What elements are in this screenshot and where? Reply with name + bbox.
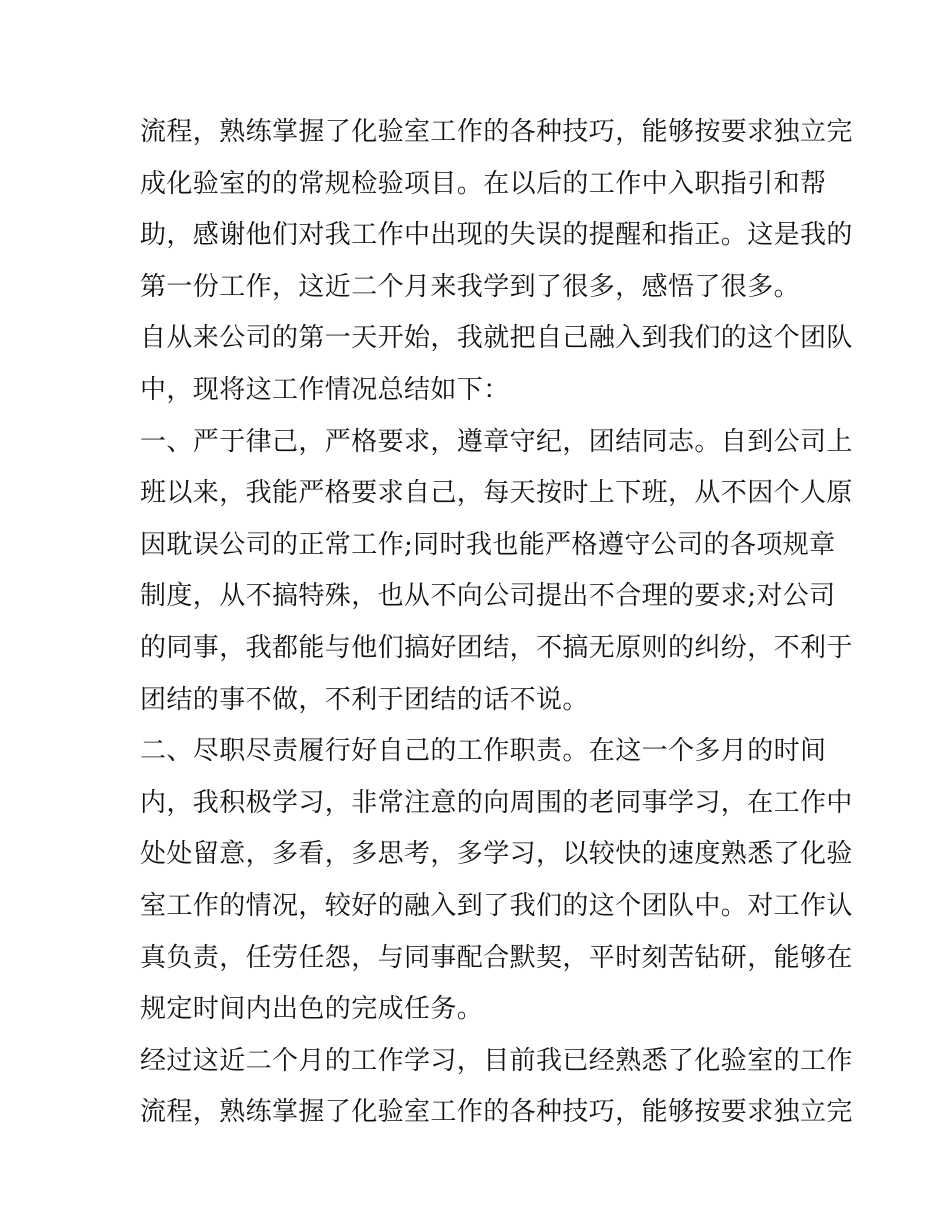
text-line: 室工作的情况，较好的融入到了我们的这个团队中。对工作认 — [140, 890, 853, 921]
text-line: 助，感谢他们对我工作中出现的失误的提醒和指正。这是我的 — [140, 220, 853, 251]
text-line: 规定时间内出色的完成任务。 — [140, 994, 484, 1025]
text-line: 团结的事不做，不利于团结的话不说。 — [140, 684, 589, 715]
text-line: 制度，从不搞特殊，也从不向公司提出不合理的要求;对公司 — [140, 581, 836, 612]
text-line: 成化验室的的常规检验项目。在以后的工作中入职指引和帮 — [140, 168, 827, 199]
text-line: 流程，熟练掌握了化验室工作的各种技巧，能够按要求独立完 — [140, 117, 853, 147]
text-line: 自从来公司的第一天开始，我就把自己融入到我们的这个团队 — [140, 323, 853, 354]
text-line: 一、严于律己，严格要求，遵章守纪，团结同志。自到公司上 — [140, 426, 853, 457]
text-line: 二、尽职尽责履行好自己的工作职责。在这一个多月的时间 — [140, 736, 827, 767]
text-line: 班以来，我能严格要求自己，每天按时上下班，从不因个人原 — [140, 478, 853, 509]
document-body — [140, 107, 853, 1139]
text-line: 处处留意，多看，多思考，多学习，以较快的速度熟悉了化验 — [140, 839, 853, 870]
text-line: 第一份工作，这近二个月来我学到了很多，感悟了很多。 — [140, 271, 801, 302]
text-line: 流程，熟练掌握了化验室工作的各种技巧，能够按要求独立完 — [140, 1097, 853, 1128]
text-line: 中，现将这工作情况总结如下： — [140, 374, 510, 405]
text-line: 真负责，任劳任怨，与同事配合默契，平时刻苦钻研，能够在 — [140, 942, 853, 973]
text-line: 内，我积极学习，非常注意的向周围的老同事学习，在工作中 — [140, 787, 853, 818]
text-line: 的同事，我都能与他们搞好团结，不搞无原则的纠纷，不利于 — [140, 632, 853, 663]
text-line: 因耽误公司的正常工作;同时我也能严格遵守公司的各项规章 — [140, 529, 836, 560]
text-line: 经过这近二个月的工作学习，目前我已经熟悉了化验室的工作 — [140, 1045, 853, 1076]
